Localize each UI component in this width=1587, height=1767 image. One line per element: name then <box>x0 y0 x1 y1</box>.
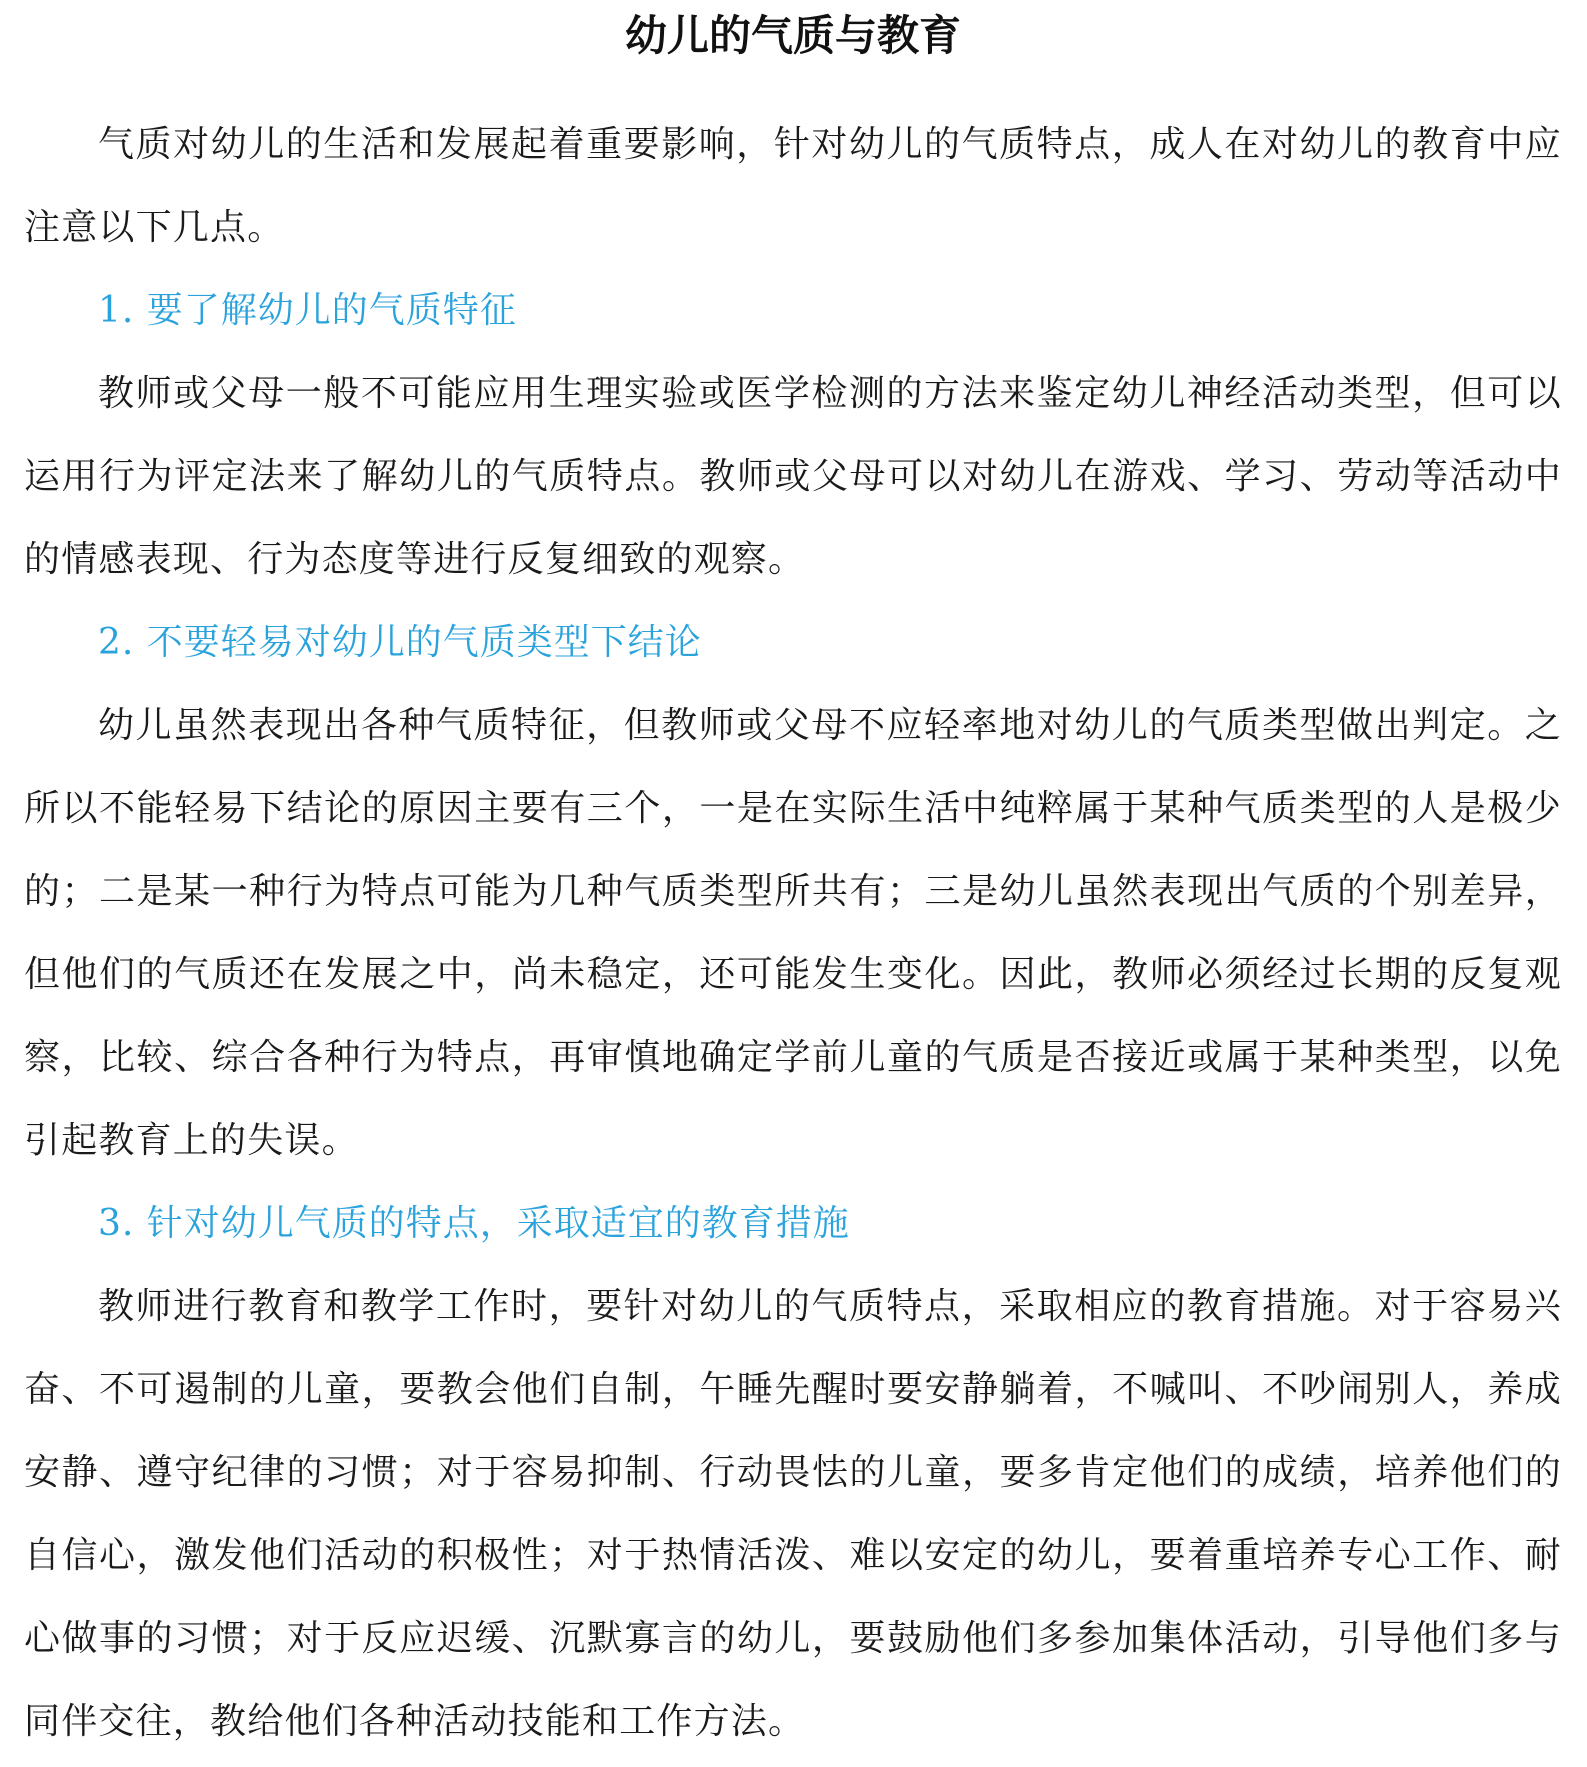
document-page <box>24 0 1562 1763</box>
section-3-heading: 3. 针对幼儿气质的特点，采取适宜的教育措施 <box>98 1203 850 1244</box>
intro-paragraph: 气质对幼儿的生活和发展起着重要影响，针对幼儿的气质特点，成人在对幼儿的教育中应注意以下几点。 <box>24 124 1562 248</box>
section-1-heading: 1. 要了解幼儿的气质特征 <box>98 290 517 331</box>
section-2-body: 幼儿虽然表现出各种气质特征，但教师或父母不应轻率地对幼儿的气质类型做出判定。之所以不能轻易下结论的原因主要有三个，一是在实际生活中纯粹属于某种气质类型的人是极少的；二是某一种行为特点可能为几种气质类型所共有；三是幼儿虽然表现出气质的个别差异，但他们的气质还在发展之中，尚未稳定，还可能发生变化。因此，教师必须经过长期的反复观察，比较、综合各种行为特点，再审慎地确定学前儿童的气质是否接近或属于某种类型，以免引起教育上的失误。 <box>24 705 1562 1161</box>
section-1-body: 教师或父母一般不可能应用生理实验或医学检测的方法来鉴定幼儿神经活动类型，但可以运用行为评定法来了解幼儿的气质特点。教师或父母可以对幼儿在游戏、学习、劳动等活动中的情感表现、行为态度等进行反复细致的观察。 <box>24 373 1562 580</box>
section-2-heading: 2. 不要轻易对幼儿的气质类型下结论 <box>98 622 702 663</box>
page-title: 幼儿的气质与教育 <box>624 11 961 60</box>
section-3-body: 教师进行教育和教学工作时，要针对幼儿的气质特点，采取相应的教育措施。对于容易兴奋、不可遏制的儿童，要教会他们自制，午睡先醒时要安静躺着，不喊叫、不吵闹别人，养成安静、遵守纪律的习惯；对于容易抑制、行动畏怯的儿童，要多肯定他们的成绩，培养他们的自信心，激发他们活动的积极性；对于热情活泼、难以安定的幼儿，要着重培养专心工作、耐心做事的习惯；对于反应迟缓、沉默寡言的幼儿，要鼓励他们多参加集体活动，引导他们多与同伴交往，教给他们各种活动技能和工作方法。 <box>24 1286 1562 1742</box>
